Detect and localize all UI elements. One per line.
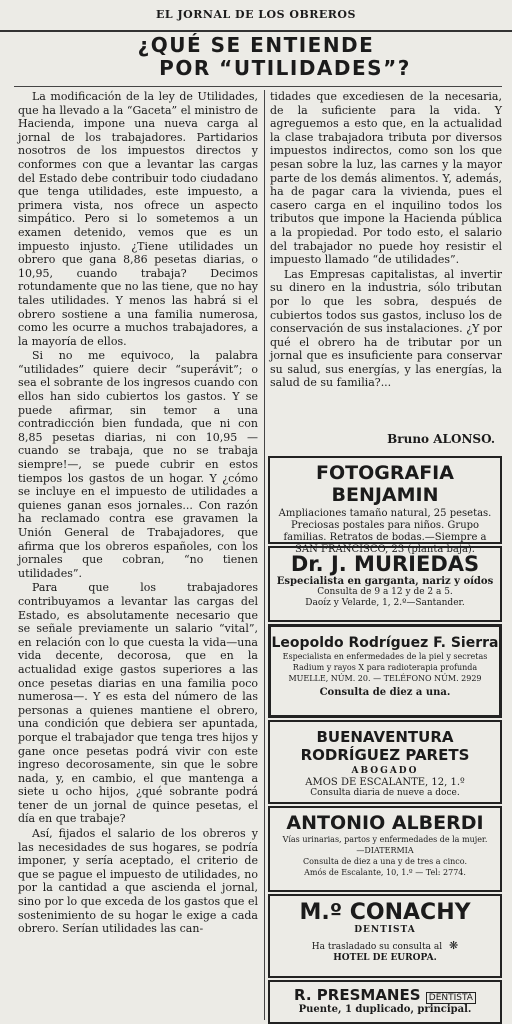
ad-text: Daoíz y Velarde, 1, 2.º—Santander.: [305, 598, 465, 608]
ad-name: FOTOGRAFIA BENJAMIN: [316, 462, 454, 506]
emblem-icon: ❋: [448, 939, 459, 952]
ad-name: BUENAVENTURA RODRÍGUEZ PARETS: [300, 728, 470, 764]
ad-name-row: [270, 986, 500, 1004]
ad-conachy-dentista: [268, 894, 502, 978]
ad-name: M.º CONACHY: [299, 900, 471, 925]
article-paragraph: Para que los trabajadores contribuyamos a levantar las cargas del Estado, es absolutamente necesario que se señale previamente un salario “vital”, en relación con lo que cuesta la vida—una vida decente, decorosa, que en la actualidad exige gastos superiores a las once pesetas diarias en una familia poco numerosa—. Y es esta del número de las personas a quienes mantiene el obrero, una condición que debiera ser apuntada, porque el trabajador que tenga tres hijos y gane once pesetas podrá vivir con este ingreso decorosamente, sin que le sobre nada, y, en cambio, el que mantenga a siete u ocho hijos, ¿qué sobrante podrá tener de un jornal de quince pesetas, el día en que trabaje?: [18, 581, 258, 826]
ad-text: [270, 940, 500, 953]
ad-text: Amós de Escalante, 10, 1.º — Tel: 2774.: [304, 868, 466, 877]
ad-text: ABOGADO: [351, 766, 419, 776]
ad-text: MUELLE, NÚM. 20. — TELÉFONO NÚM. 2929: [288, 674, 482, 683]
ad-rodriguez-sierra: [268, 624, 502, 718]
ad-name: Dr. J. MURIEDAS: [290, 552, 480, 576]
ad-tag: DENTISTA: [426, 992, 476, 1004]
ad-text: Consulta de 9 a 12 y de 2 a 5.: [317, 587, 453, 597]
ad-rodriguez-parets: [268, 720, 502, 804]
ad-text: Especialista en garganta, nariz y oídos: [276, 576, 494, 587]
ad-name: R. PRESMANES: [294, 986, 421, 1004]
ad-dr-muriedas: [268, 546, 502, 622]
ad-text: Radium y rayos X para radioterapia profunda: [292, 663, 478, 672]
ad-text: Puente, 1 duplicado, principal.: [298, 1004, 472, 1015]
article-paragraph: Si no me equivoco, la palabra “utilidades” quiere decir “superávit”; o sea el sobrante de los ingresos cuando con ellos han sido cubiertos los gastos. Y se puede afirmar, sin temor a una contradicción bien fundada, que ni con 8,85 pesetas diarias, ni con 10,95 —cuando se trabaja, que no se trabaja siempre!—, se puede cubrir en estos tiempos los gastos de un hogar. Y ¿cómo se incluye en el impuesto de utilidades a quienes ganan esos jornales... Con razón ha reclamado contra ese gravamen la Unión General de Trabajadores, que afirma que los obreros españoles, con los jornales que cobran, “no tienen utilidades”.: [18, 349, 258, 580]
article-signature: Bruno ALONSO.: [387, 432, 495, 446]
article-paragraph: Así, fijados el salario de los obreros y las necesidades de sus hogares, se podría imponer, y sería aceptado, el criterio de que se pague el impuesto de utilidades, no por la cantidad a que ascienda el jornal, sino por lo que exceda de los gastos que el sostenimiento de su hogar le exige a cada obrero. Serían utilidades las can-: [18, 827, 258, 936]
article-left-column: [18, 90, 265, 1020]
ad-antonio-alberdi: [268, 806, 502, 892]
article-right-column: [270, 90, 502, 450]
ad-text: Vías urinarias, partos y enfermedades de la mujer.—DIATERMIA: [282, 835, 488, 855]
ad-text: Especialista en enfermedades de la piel y secretas: [282, 652, 488, 661]
ad-text: DENTISTA: [354, 925, 416, 935]
ad-presmanes-dentista: [268, 980, 502, 1024]
ad-fotografia-benjamin: [268, 456, 502, 555]
article-paragraph: Las Empresas capitalistas, al invertir su dinero en la industria, sólo tributan por lo que les sobra, después de cubiertos todos sus gastos, incluso los de conservación de sus instalaciones. ¿Y por qué el obrero ha de tributar por un jornal que es insuficiente para conservar su salud, sus energías, y las energías, la salud de su familia?...: [270, 267, 502, 390]
article-title-line1: ¿QUÉ SE ENTIENDE: [137, 33, 375, 57]
newspaper-header: [0, 0, 512, 32]
ad-text: Consulta diaria de nueve a doce.: [310, 788, 460, 798]
ad-text: Ampliaciones tamaño natural, 25 pesetas. Preciosas postales para niños. Grupo familias. Retratos de bodas.—Siempre a SAN FRANCISCO, 23 (planta baja).: [278, 508, 492, 555]
article-paragraph: tidades que excediesen de la necesaria, de la suficiente para la vida. Y agreguemos a esto que, en la actualidad la clase trabajadora tributa por diversos impuestos indirectos, como son los que pesan sobre la luz, las carnes y la mayor parte de los demás alimentos. Y, además, ha de pagar cara la vivienda, pues el casero carga en el inquilino todos los tributos que impone la Hacienda pública a la propiedad. Por todo esto, el salario del trabajador no puede hoy resistir el impuesto llamado “de utilidades”.: [270, 90, 502, 267]
ad-text: Consulta de diez a una y de tres a cinco.: [302, 857, 468, 866]
ad-text: HOTEL DE EUROPA.: [333, 953, 437, 963]
article-title-line2: POR “UTILIDADES”?: [159, 56, 411, 80]
ad-text: Ha trasladado su consulta al: [311, 942, 443, 952]
ad-name: ANTONIO ALBERDI: [286, 812, 484, 834]
ad-text: AMOS DE ESCALANTE, 12, 1.º: [305, 777, 465, 788]
section-title: EL JORNAL DE LOS OBREROS: [156, 8, 356, 21]
article-paragraph: La modificación de la ley de Utilidades, que ha llevado a la “Gaceta” el ministro de Hacienda, impone una nueva carga al jornal de los trabajadores. Partidarios nosotros de los impuestos directos y conformes con que a levantar las cargas del Estado debe contribuir todo ciudadano que tenga utilidades, este impuesto, a primera vista, nos ofrece un aspecto simpático. Pero si lo sometemos a un examen detenido, vemos que es un impuesto injusto. ¿Tiene utilidades un obrero que gana 8,86 pesetas diarias, o 10,95, cuando trabaja? Decimos rotundamente que no las tiene, que no hay tales utilidades. Y menos las habrá si el obrero sostiene a una familia numerosa, como les ocurre a muchos trabajadores, a la mayoría de ellos.: [18, 90, 258, 348]
ad-text: Consulta de diez a una.: [319, 687, 451, 698]
ad-name: Leopoldo Rodríguez F. Sierra: [271, 635, 499, 651]
title-rule: [14, 86, 502, 87]
